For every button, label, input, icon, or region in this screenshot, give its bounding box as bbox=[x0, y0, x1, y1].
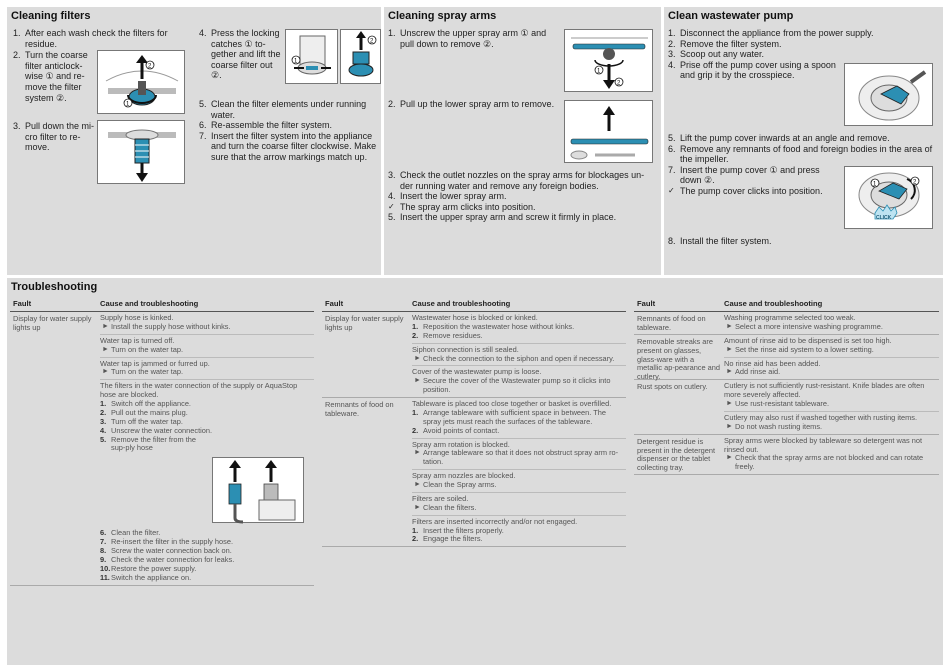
pump-step-5: 5. Lift the pump cover inwards at an angle and remove. bbox=[668, 133, 890, 143]
remedy-step: 9. Check the water connection for leaks. bbox=[100, 554, 235, 564]
remedy-step: 11. Switch the appliance on. bbox=[100, 572, 192, 582]
cause-header: Cause and troubleshooting bbox=[724, 299, 823, 308]
filters-step-1: 1. After each wash check the filters for residue. bbox=[13, 28, 168, 49]
pump-cover-removal-illustration bbox=[844, 63, 933, 126]
triangle-icon: ► bbox=[102, 345, 109, 353]
remedy-item: ► Check the connection to the siphon and open if necessary. bbox=[414, 353, 615, 363]
click-label: CLICK bbox=[876, 215, 892, 221]
remedy-item: ► Set the rinse aid system to a lower setting. bbox=[726, 344, 874, 354]
lower-spray-arm-icon bbox=[565, 101, 654, 164]
cause-text: No rinse aid has been added. bbox=[724, 358, 821, 368]
cleaning-filters-panel bbox=[7, 7, 381, 275]
fault-label: Removable streaks are present on glasses, glass-ware with a metallic ap-pearance and cutlery. bbox=[637, 336, 720, 382]
triangle-icon: ► bbox=[726, 368, 733, 376]
remedy-step: 8. Screw the water connection back on. bbox=[100, 546, 232, 555]
cause-text: Water tap is turned off. bbox=[100, 335, 175, 345]
triangle-icon: ► bbox=[414, 481, 421, 488]
cause-text: Filters are inserted incorrectly and/or not engaged. bbox=[412, 516, 578, 526]
remedy-item: ► Turn on the water tap. bbox=[102, 367, 184, 377]
remedy-step: 1. Switch off the appliance. bbox=[100, 399, 191, 408]
filters-steps-right bbox=[199, 28, 283, 81]
remedy-item: ► Select a more intensive washing programme. bbox=[726, 321, 883, 331]
cause-text: Amount of rinse aid to be dispensed is set too high. bbox=[724, 335, 892, 345]
pump-steps-bottom bbox=[668, 236, 940, 247]
spray-result: ✓ The spray arm clicks into position. bbox=[388, 201, 536, 212]
cause-block bbox=[724, 412, 939, 434]
coarse-filter-icon bbox=[98, 51, 186, 115]
filters-steps-left-2 bbox=[13, 121, 99, 153]
spray-step-5: 5. Insert the upper spray arm and screw it firmly in place. bbox=[388, 212, 617, 223]
filters-step-5: 5. Clean the filter elements under running water. bbox=[199, 99, 367, 120]
clean-wastewater-pump-panel bbox=[664, 7, 943, 275]
pump-step-4: 4. Prise off the pump cover using a spoon and grip it by the crosspiece. bbox=[668, 59, 836, 81]
fault-row bbox=[634, 435, 939, 476]
filters-step-2: 2. Turn the coarse filter anticlock-wise ① and re-move the filter system ②. bbox=[13, 50, 88, 103]
spray-steps-mid bbox=[388, 99, 563, 110]
filters-steps-right-2 bbox=[199, 99, 379, 163]
locking-catch-icon bbox=[286, 30, 339, 85]
cause-block bbox=[724, 380, 939, 412]
spray-step-3: 3. Check the outlet nozzles on the spray arms for blockages un-der running water and remove any foreign bodies. bbox=[388, 170, 645, 191]
svg-text:2: 2 bbox=[370, 38, 374, 45]
cause-text: Siphon connection is still sealed. bbox=[412, 344, 519, 354]
cause-text: Spray arms were blocked by tableware so detergent was not rinsed out. bbox=[724, 435, 923, 454]
pump-step-8: 8. Install the filter system. bbox=[668, 236, 772, 246]
filters-step-7: 7. Insert the filter system into the appliance and turn the coarse filter clockwise. Make sure that the arrow markings match up. bbox=[199, 130, 377, 163]
fault-header: Fault bbox=[637, 299, 656, 308]
cause-block bbox=[100, 335, 314, 358]
triangle-icon: ► bbox=[102, 368, 109, 376]
clean-wastewater-pump-title: Clean wastewater pump bbox=[668, 10, 794, 22]
water-connection-icon bbox=[213, 458, 305, 524]
pump-result: ✓ The pump cover clicks into position. bbox=[668, 186, 823, 197]
micro-filter-icon bbox=[98, 121, 186, 185]
fault-label: Display for water supply lights up bbox=[13, 314, 92, 332]
filters-steps-left bbox=[13, 28, 168, 103]
remedy-item: ► Arrange tableware so that it does not obstruct spray arm ro-tation. bbox=[414, 448, 619, 467]
troubleshooting-column-3 bbox=[634, 299, 939, 475]
cause-block bbox=[724, 358, 939, 380]
remedy-step: 7. Re-insert the filter in the supply hose. bbox=[100, 537, 234, 547]
fault-label: Display for water supply lights up bbox=[325, 314, 404, 332]
triangle-icon: ► bbox=[726, 454, 733, 462]
cause-text: Water tap is jammed or furred up. bbox=[100, 358, 210, 368]
lower-spray-arm-illustration bbox=[564, 100, 653, 163]
remedy-step: 2. Avoid points of contact. bbox=[412, 425, 500, 435]
cause-text: Spray arm rotation is blocked. bbox=[412, 439, 510, 449]
cause-block bbox=[412, 470, 626, 493]
cause-block bbox=[412, 516, 626, 547]
pump-step-6: 6. Remove any remnants of food and foreign bodies in the area of the impeller. bbox=[668, 143, 933, 165]
cause-text: Spray arm nozzles are blocked. bbox=[412, 471, 516, 481]
pump-cover-icon bbox=[845, 64, 934, 127]
lift-filter-icon bbox=[341, 30, 382, 85]
remedy-item: ► Turn on the water tap. bbox=[102, 344, 184, 354]
table-header bbox=[10, 299, 314, 312]
triangle-icon: ► bbox=[726, 322, 733, 330]
water-connection-illustration bbox=[212, 457, 304, 523]
cause-block bbox=[100, 358, 314, 381]
remedy-item: ► Do not wash rusting items. bbox=[726, 421, 823, 431]
cause-block bbox=[412, 312, 626, 344]
upper-spray-arm-illustration bbox=[564, 29, 653, 92]
fault-row bbox=[10, 312, 314, 586]
remedy-item: ► Check that the spray arms are not blocked and can rotate freely. bbox=[726, 453, 924, 472]
fault-row bbox=[634, 335, 939, 381]
fault-row bbox=[634, 312, 939, 335]
cause-header: Cause and troubleshooting bbox=[412, 299, 511, 308]
cause-block bbox=[412, 344, 626, 367]
fault-row bbox=[634, 380, 939, 434]
cause-text: Washing programme selected too weak. bbox=[724, 313, 856, 322]
triangle-icon: ► bbox=[414, 354, 421, 362]
fault-label: Rust spots on cutlery. bbox=[637, 382, 708, 392]
triangle-icon: ► bbox=[414, 449, 421, 457]
fault-header: Fault bbox=[13, 299, 32, 308]
upper-spray-arm-icon bbox=[565, 30, 654, 93]
remedy-step: 4. Unscrew the water connection. bbox=[100, 425, 213, 435]
lift-filter-illustration bbox=[340, 29, 381, 84]
filter-removal-illustration bbox=[97, 50, 185, 114]
triangle-icon: ► bbox=[102, 322, 109, 330]
triangle-icon: ► bbox=[414, 503, 421, 511]
troubleshooting-title: Troubleshooting bbox=[11, 281, 98, 293]
remedy-step: 2. Remove residues. bbox=[412, 330, 483, 340]
svg-text:2: 2 bbox=[913, 179, 917, 186]
filters-step-6: 6. Re-assemble the filter system. bbox=[199, 120, 333, 131]
cause-text: Supply hose is kinked. bbox=[100, 313, 174, 322]
triangle-icon: ► bbox=[726, 400, 733, 407]
cause-header: Cause and troubleshooting bbox=[100, 299, 199, 308]
table-header bbox=[322, 299, 626, 312]
spray-steps-bottom bbox=[388, 170, 656, 223]
cause-block bbox=[412, 366, 626, 397]
remedy-step: 1. Arrange tableware with sufficient space in between. The spray jets must reach the surfaces of the tableware. bbox=[412, 407, 606, 426]
spray-step-2: 2. Pull up the lower spray arm to remove. bbox=[388, 99, 555, 109]
filters-step-3: 3. Pull down the mi-cro filter to re-move. bbox=[13, 121, 95, 153]
filters-step-4: 4. Press the locking catches ① to-gether and lift the coarse filter out ②. bbox=[199, 28, 281, 81]
pump-step-3: 3. Scoop out any water. bbox=[668, 49, 765, 60]
micro-filter-illustration bbox=[97, 120, 185, 184]
fault-label: Detergent residue is present in the detergent dispenser or the tablet collecting tray. bbox=[637, 436, 716, 473]
triangle-icon: ► bbox=[414, 377, 421, 385]
remedy-item: ► Install the supply hose without kinks. bbox=[102, 321, 231, 331]
spray-step-1: 1. Unscrew the upper spray arm ① and pull down to remove ②. bbox=[388, 28, 547, 49]
remedy-item: ► Clean the Spray arms. bbox=[414, 480, 497, 489]
cause-block bbox=[412, 439, 626, 471]
svg-text:1: 1 bbox=[294, 58, 298, 65]
spray-steps-top bbox=[388, 28, 558, 49]
pump-cover-insert-illustration bbox=[844, 166, 933, 229]
remedy-step: 6. Clean the filter. bbox=[100, 528, 161, 538]
spray-step-4: 4. Insert the lower spray arm. bbox=[388, 191, 507, 202]
troubleshooting-column-1 bbox=[10, 299, 314, 586]
svg-text:1: 1 bbox=[873, 181, 877, 188]
cause-text: Filters are soiled. bbox=[412, 493, 469, 503]
cause-block bbox=[100, 380, 314, 584]
pump-step-7: 7. Insert the pump cover ① and press down ②. bbox=[668, 164, 820, 186]
cause-block bbox=[412, 398, 626, 439]
remedy-step: 10. Restore the power supply. bbox=[100, 563, 197, 573]
triangle-icon: ► bbox=[726, 422, 733, 430]
remedy-step: 2. Engage the filters. bbox=[412, 534, 483, 544]
remedy-step: 3. Turn off the water tap. bbox=[100, 416, 183, 426]
fault-row bbox=[322, 398, 626, 547]
remedy-item: ► Add rinse aid. bbox=[726, 367, 781, 377]
cause-text: Tableware is placed too close together or basket is overfilled. bbox=[412, 399, 612, 408]
cause-text: Cutlery is not sufficiently rust-resistant. Knife blades are often more severely affected. bbox=[724, 381, 925, 400]
remedy-step: 1. Reposition the wastewater hose without kinks. bbox=[412, 321, 575, 331]
fault-row bbox=[322, 312, 626, 398]
pump-step-2: 2. Remove the filter system. bbox=[668, 38, 782, 49]
remedy-step: 2. Pull out the mains plug. bbox=[100, 407, 188, 417]
troubleshooting-column-2 bbox=[322, 299, 626, 547]
fault-label: Remnants of food on tableware. bbox=[325, 400, 394, 418]
remedy-step: 5. Remove the filter from the sup-ply hose bbox=[100, 434, 197, 453]
cause-block bbox=[724, 435, 939, 475]
remedy-step: 1. Insert the filters properly. bbox=[412, 525, 504, 535]
table-header bbox=[634, 299, 939, 312]
locking-catches-illustration bbox=[285, 29, 338, 84]
troubleshooting-panel bbox=[7, 278, 943, 665]
cleaning-filters-title: Cleaning filters bbox=[11, 10, 91, 22]
remedy-item: ► Clean the filters. bbox=[414, 502, 477, 512]
cleaning-spray-arms-title: Cleaning spray arms bbox=[388, 10, 497, 22]
cause-block bbox=[724, 312, 939, 334]
cause-text: Cutlery may also rust if washed together with rusting items. bbox=[724, 412, 918, 422]
fault-label: Remnants of food on tableware. bbox=[637, 314, 706, 332]
cause-block bbox=[100, 312, 314, 335]
cause-block bbox=[724, 335, 939, 358]
cleaning-spray-arms-panel bbox=[384, 7, 661, 275]
pump-click-icon bbox=[845, 167, 934, 230]
remedy-item: ► Use rust-resistant tableware. bbox=[726, 399, 830, 408]
triangle-icon: ► bbox=[726, 345, 733, 353]
fault-header: Fault bbox=[325, 299, 344, 308]
pump-step-1: 1. Disconnect the appliance from the power supply. bbox=[668, 28, 874, 38]
svg-text:1: 1 bbox=[126, 101, 130, 108]
svg-text:1: 1 bbox=[597, 68, 601, 75]
cause-text: Cover of the wastewater pump is loose. bbox=[412, 367, 542, 377]
svg-text:2: 2 bbox=[148, 63, 152, 70]
remedy-item: ► Secure the cover of the Wastewater pump so it clicks into position. bbox=[414, 376, 611, 395]
cause-text: The filters in the water connection of the supply or AquaStop hose are blocked. bbox=[100, 381, 298, 400]
svg-text:2: 2 bbox=[617, 80, 621, 87]
cause-text: Wastewater hose is blocked or kinked. bbox=[412, 313, 538, 322]
cause-block bbox=[412, 493, 626, 516]
